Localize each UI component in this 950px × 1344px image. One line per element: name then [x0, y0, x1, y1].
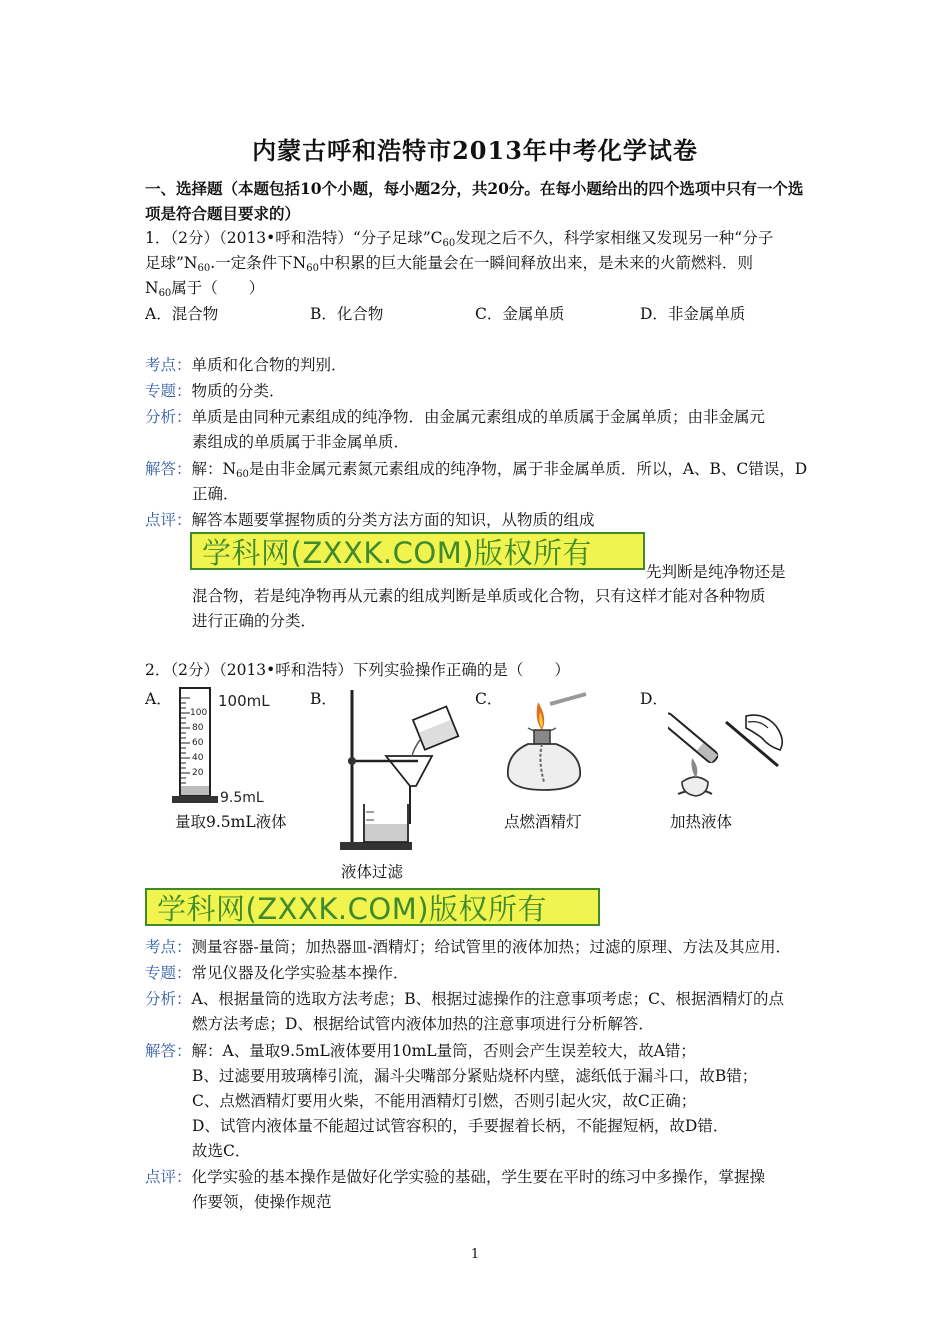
q2-jieda: [145, 1039, 696, 1063]
label-zhuanti: 专题：: [145, 964, 192, 982]
q1-fenxi: [145, 405, 765, 429]
q2-jieda-line3: C、点燃酒精灯要用火柴，不能用酒精灯引燃，否则引起火灾，故C正确；: [192, 1092, 697, 1110]
label-kaodian: 考点：: [145, 938, 192, 956]
q1-dianping-cont: 先判断是纯净物还是: [646, 563, 786, 581]
tick-label: 100: [190, 708, 208, 718]
q1-text: N: [145, 279, 159, 297]
stand-base: [340, 842, 412, 850]
tick-label: 80: [192, 723, 204, 733]
label-dianping: 点评：: [145, 1168, 192, 1186]
subscript: 60: [442, 238, 456, 249]
match: [550, 694, 586, 704]
q2-dianping: [145, 1165, 765, 1189]
q2-option-a: A．: [145, 690, 172, 708]
q1-option-c: C．金属单质: [475, 305, 565, 323]
tick-label: 20: [192, 768, 204, 778]
cylinder-base: [172, 796, 218, 803]
q1-option-d: D．非金属单质: [640, 305, 746, 323]
alcohol-lamp-figure: [498, 690, 593, 802]
page-number: 1: [470, 1247, 480, 1262]
q1-option-a: A．混合物: [145, 305, 219, 323]
q1-jieda-line2: 正确．: [192, 485, 239, 503]
lamp-cap: [534, 730, 550, 744]
q1-text: 足球”N: [145, 254, 198, 272]
label-fenxi: 分析：: [145, 990, 192, 1008]
q1-dianping: [145, 508, 595, 532]
label-dianping: 点评：: [145, 511, 192, 529]
lamp-body: [682, 777, 708, 796]
q2-dianping-line2: 作要领，使操作规范: [192, 1193, 332, 1211]
label-kaodian: 考点：: [145, 356, 192, 374]
kaodian-text: 测量容器-量筒；加热器皿-酒精灯；给试管里的液体加热；过滤的原理、方法及其应用．: [191, 938, 791, 956]
subscript: 60: [236, 469, 249, 480]
beaker-liquid: [365, 824, 407, 841]
q1-text: 1．（2分）（2013•呼和浩特）“分子足球”C: [145, 229, 443, 247]
jieda-text: 解：N: [191, 460, 237, 478]
q2-stem: 2．（2分）（2013•呼和浩特）下列实验操作正确的是（ ）: [145, 661, 570, 679]
label-jieda: 解答：: [145, 1042, 192, 1060]
lamp-body: [508, 744, 580, 790]
label-jieda: 解答：: [145, 460, 192, 478]
cylinder-bottom-label: 9.5mL: [220, 790, 264, 806]
zhuanti-text: 物质的分类．: [191, 382, 285, 400]
jieda-text: 解：A、量取9.5mL液体要用10mL量筒，否则会产生误差较大，故A错；: [191, 1042, 696, 1060]
q2-option-d: D．: [640, 690, 668, 708]
cylinder-top-label: 100mL: [218, 692, 270, 710]
cylinder-liquid: [181, 786, 209, 795]
graduated-cylinder-figure: [168, 684, 278, 808]
q1-text: .一定条件下N: [210, 254, 307, 272]
tick-label: 60: [192, 738, 204, 748]
q1-jieda: [145, 457, 807, 487]
watermark-banner: 学科网(ZXXK.COM)版权所有: [145, 888, 600, 926]
tick-label: 40: [192, 753, 204, 763]
filtration-figure: [336, 684, 461, 856]
q2-jieda-line2: B、过滤要用玻璃棒引流，漏斗尖嘴部分紧贴烧杯内壁，滤纸低于漏斗口，故B错；: [192, 1067, 758, 1085]
q2-option-c: C．: [475, 690, 503, 708]
section-header: 一、选择题（本题包括10个小题，每小题2分，共20分。在每小题给出的四个选项中只有一个选项是符合题目要求的）: [145, 179, 804, 223]
q1-text: 中积累的巨大能量会在一瞬间释放出来，是未来的火箭燃料．则: [318, 254, 753, 272]
subscript: 60: [158, 288, 172, 299]
page-title: 内蒙古呼和浩特市2013年中考化学试卷: [252, 136, 698, 165]
kaodian-text: 单质和化合物的判别．: [191, 356, 347, 374]
q1-fenxi-line2: 素组成的单质属于非金属单质．: [192, 433, 410, 451]
zhuanti-text: 常见仪器及化学实验基本操作．: [191, 964, 409, 982]
pouring-beaker: [413, 706, 458, 749]
watermark-banner: 学科网(ZXXK.COM)版权所有: [190, 532, 645, 570]
test-tube: [668, 711, 719, 764]
dianping-text: 化学实验的基本操作是做好化学实验的基础，学生要在平时的练习中多操作，掌握操: [191, 1168, 766, 1186]
dianping-text: 解答本题要掌握物质的分类方法方面的知识，从物质的组成: [191, 511, 595, 529]
fenxi-text: A、根据量筒的选取方法考虑；B、根据过滤操作的注意事项考虑；C、根据酒精灯的点: [191, 990, 784, 1008]
q1-zhuanti: [145, 379, 285, 403]
caption-b: 液体过滤: [341, 863, 404, 881]
q2-fenxi-line2: 燃方法考虑；D、根据给试管内液体加热的注意事项进行分析解答．: [192, 1015, 654, 1033]
heating-test-tube-figure: [668, 686, 793, 806]
flame: [692, 758, 698, 778]
caption-d: 加热液体: [670, 813, 733, 831]
label-zhuanti: 专题：: [145, 382, 192, 400]
q1-kaodian: [145, 353, 347, 377]
jieda-text: 是由非金属元素氮元素组成的纯净物，属于非金属单质．所以，A、B、C错误，D: [248, 460, 808, 478]
label-fenxi: 分析：: [145, 408, 192, 426]
q2-jieda-line4: D、试管内液体量不能超过试管容积的，手要握着长柄，不能握短柄，故D错．: [192, 1117, 729, 1135]
q2-kaodian: [145, 935, 791, 959]
q1-text: 属于（ ）: [171, 279, 265, 297]
q2-fenxi: [145, 987, 784, 1011]
q2-jieda-line5: 故选C．: [192, 1142, 251, 1160]
fenxi-text: 单质是由同种元素组成的纯净物．由金属元素组成的单质属于金属单质；由非金属元: [191, 408, 766, 426]
subscript: 60: [197, 263, 211, 274]
q1-option-b: B．化合物: [310, 305, 384, 323]
q2-option-b: B．: [310, 690, 337, 708]
q1-dianping-line3: 混合物，若是纯净物再从元素的组成判断是单质或化合物，只有这样才能对各种物质: [192, 587, 766, 605]
q1-text: 发现之后不久，科学家相继又发现另一种“分子: [455, 229, 774, 247]
caption-c: 点燃酒精灯: [504, 813, 582, 831]
subscript: 60: [306, 263, 319, 274]
liquid-stream: [412, 740, 420, 756]
q1-dianping-line4: 进行正确的分类．: [192, 612, 317, 630]
caption-a: 量取9.5mL液体: [175, 813, 287, 831]
q2-zhuanti: [145, 961, 409, 985]
